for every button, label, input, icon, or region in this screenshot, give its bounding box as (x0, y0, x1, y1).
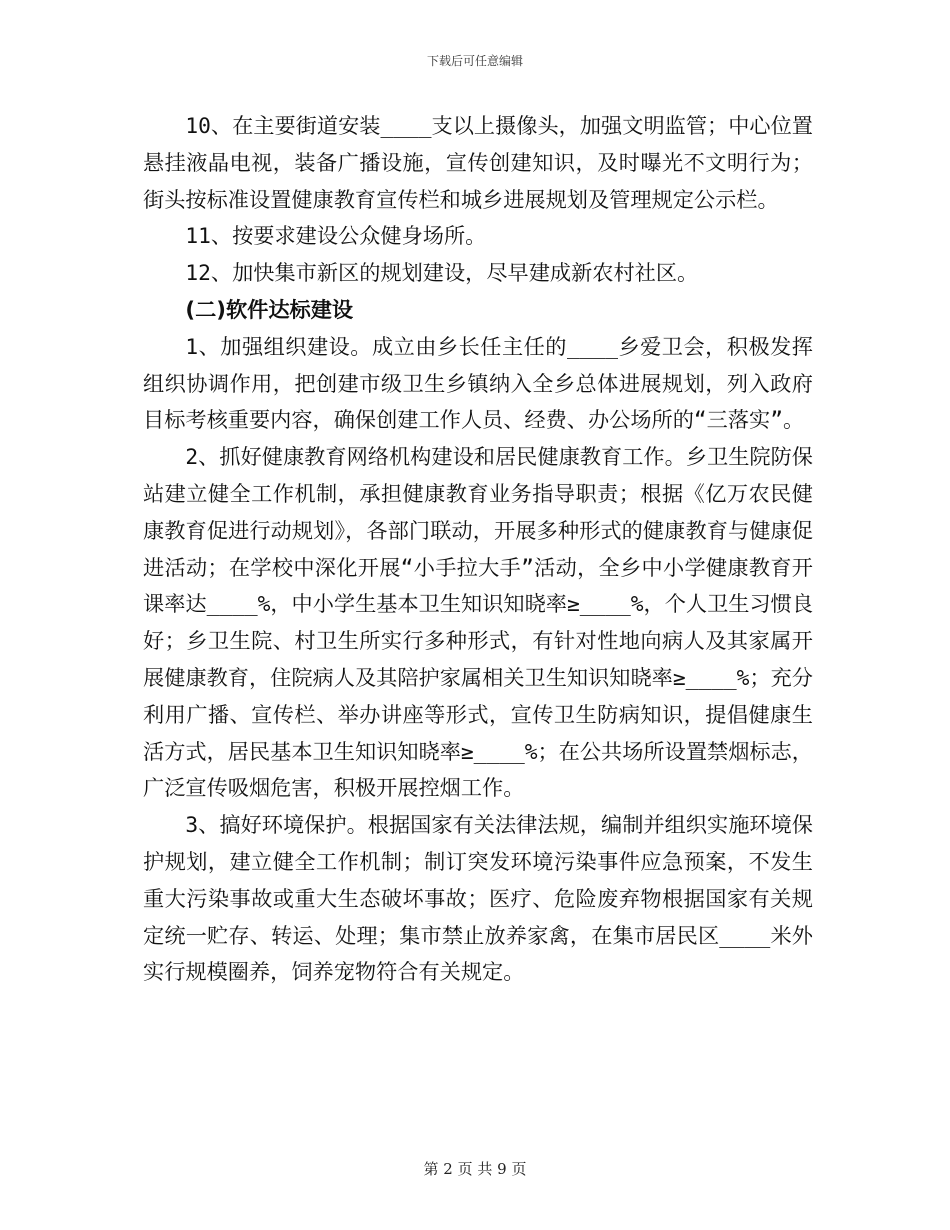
section-heading: (二)软件达标建设 (185, 296, 354, 322)
paragraph-item-12: 12、加快集市新区的规划建设，尽早建成新农村社区。 (185, 260, 699, 286)
paragraph-organization: 1、加强组织建设。成立由乡长任主任的____乡爱卫会，积极发挥组织协调作用，把创建市级卫生乡镇纳入全乡总体进展规划，列入政府目标考核重要内容，确保创建工作人员、经费、办公场所的“三落实”。 (143, 333, 813, 433)
paragraph-item-10: 10、在主要街道安装____支以上摄像头，加强文明监管；中心位置悬挂液晶电视，装备广播设施，宣传创建知识，及时曝光不文明行为；街头按标准设置健康教育宣传栏和城乡进展规划及管理规定公示栏。 (143, 113, 813, 212)
paragraph-health-education: 2、抓好健康教育网络机构建设和居民健康教育工作。乡卫生院防保站建立健全工作机制，承担健康教育业务指导职责；根据《亿万农民健康教育促进行动规划》，各部门联动，开展多种形式的健康教育与健康促进活动；在学校中深化开展“小手拉大手”活动，全乡中小学健康教育开课率达____%，中小学生基本卫生知识知晓率≥____%，个人卫生习惯良好；乡卫生院、村卫生所实行多种形式，有针对性地向病人及其家属开展健康教育，住院病人及其陪护家属相关卫生知识知晓率≥____%；充分利用广播、宣传栏、举办讲座等形式，宣传卫生防病知识，提倡健康生活方式，居民基本卫生知识知晓率≥____%；在公共场所设置禁烟标志，广泛宣传吸烟危害，积极开展控烟工作。 (143, 444, 814, 801)
page-header: 下载后可任意编辑 (426, 54, 523, 68)
paragraph-environment: 3、搞好环境保护。根据国家有关法律法规，编制并组织实施环境保护规划，建立健全工作机制；制订突发环境污染事件应急预案，不发生重大污染事故或重大生态破坏事故；医疗、危险废弃物根据国家有关规定统一贮存、转运、处理；集市禁止放养家禽，在集市居民区____米外实行规模圈养，饲养宠物符合有关规定。 (143, 812, 813, 985)
page-footer: 第 2 页 共 9 页 (423, 1160, 527, 1178)
paragraph-item-11: 11、按要求建设公众健身场所。 (185, 223, 487, 249)
document-body (143, 108, 813, 991)
